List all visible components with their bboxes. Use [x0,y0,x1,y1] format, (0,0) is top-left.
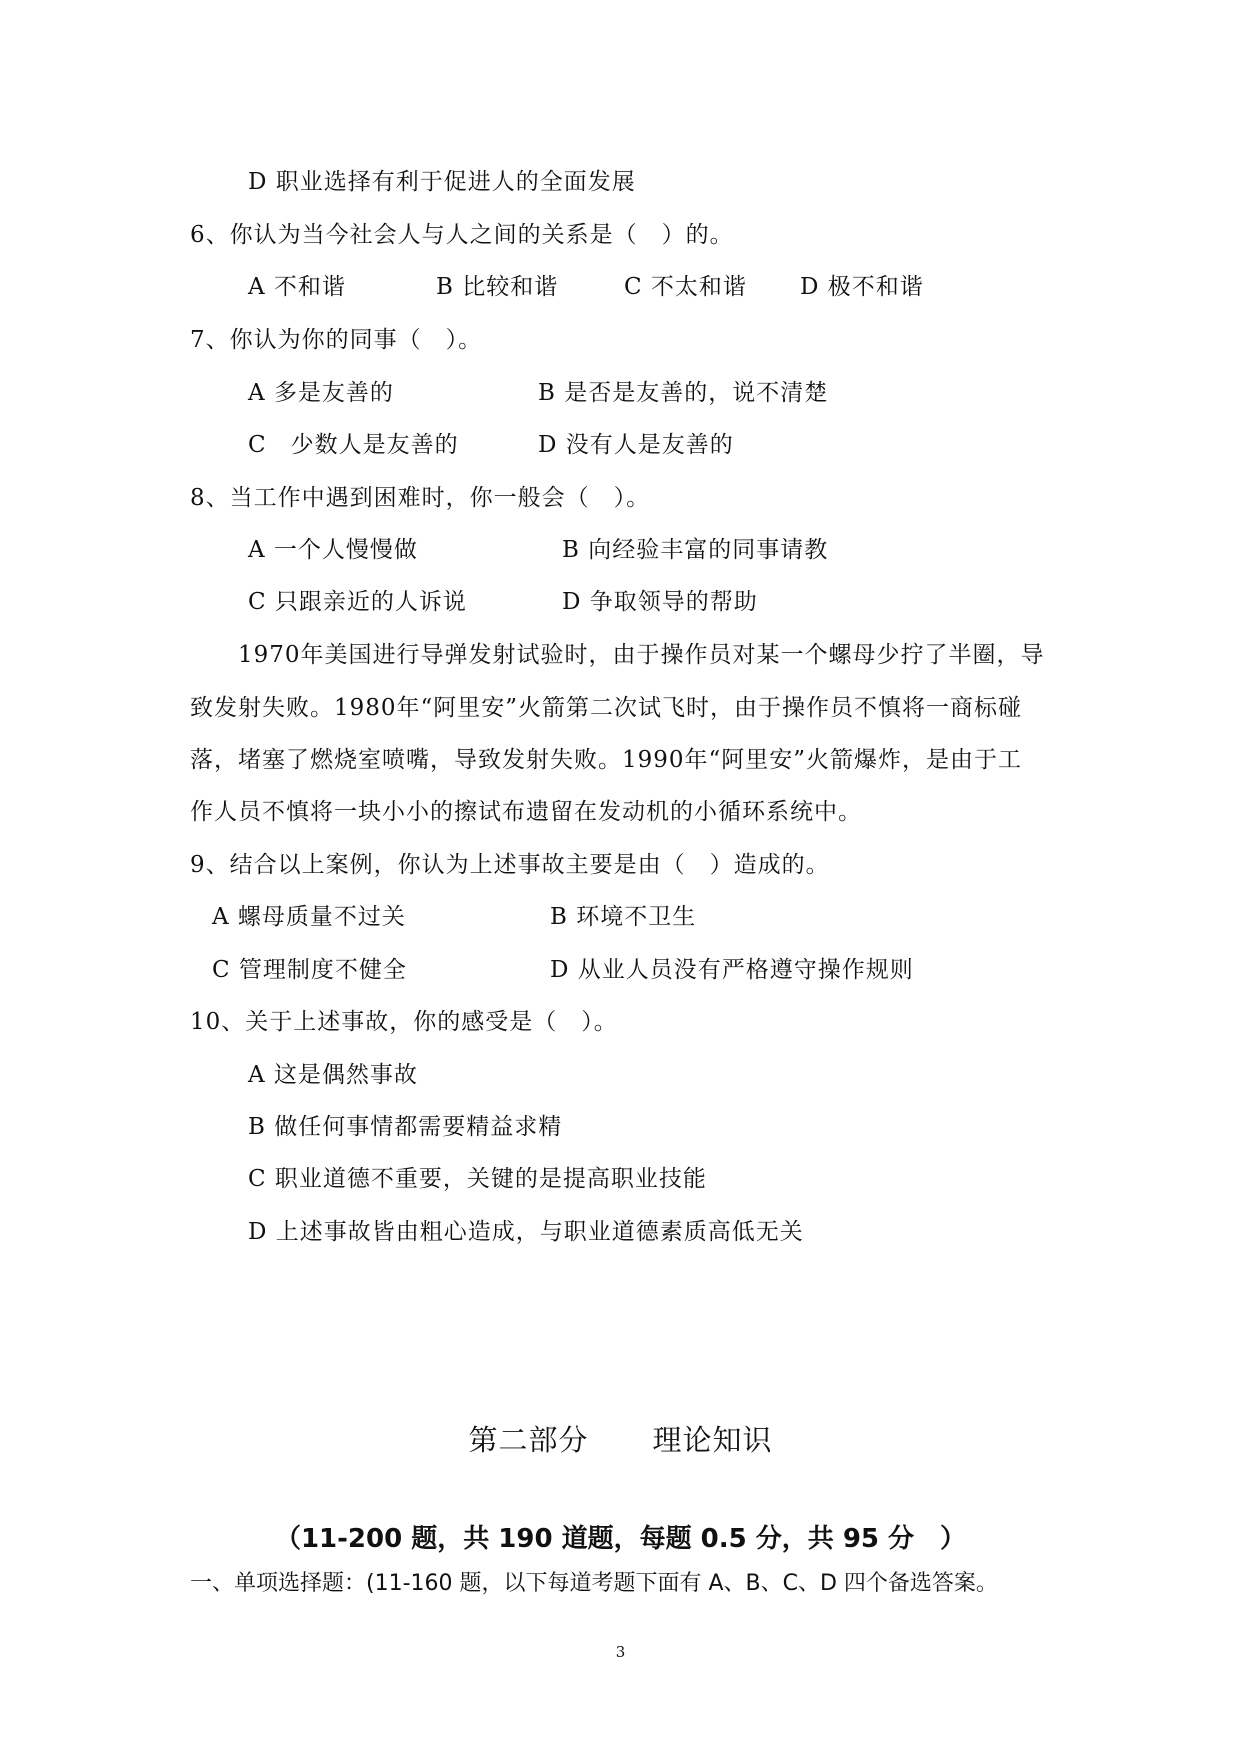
q6-option-d: D 极不和谐 [800,274,924,300]
q8-option-b: B 向经验丰富的同事请教 [562,537,829,563]
q8-option-a: A 一个人慢慢做 [248,537,418,563]
part-two-topic: 理论知识 [652,1423,773,1457]
case-line-1: 1970年美国进行导弹发射试验时，由于操作员对某一个螺母少拧了半圈，导 [238,642,1045,668]
q10-option-a: A 这是偶然事故 [248,1062,418,1088]
q10-option-d: D 上述事故皆由粗心造成，与职业道德素质高低无关 [248,1219,804,1245]
q7-stem: 7、你认为你的同事（ ）。 [190,327,483,353]
q9-option-b: B 环境不卫生 [550,904,697,930]
q5-option-d: D 职业选择有利于促进人的全面发展 [248,169,636,195]
part-two-subtitle: （11-200 题，共 190 道题，每题 0.5 分，共 95 分 ） [274,1524,967,1554]
q7-option-d: D 没有人是友善的 [538,432,734,458]
page-number: 3 [615,1643,626,1661]
case-line-2: 致发射失败。1980年“阿里安”火箭第二次试飞时，由于操作员不慎将一商标碰 [190,695,1023,721]
q6-option-a: A 不和谐 [248,274,346,300]
q6-option-b: B 比较和谐 [436,274,559,300]
q6-option-c: C 不太和谐 [624,274,747,300]
q9-option-d: D 从业人员没有严格遵守操作规则 [550,957,914,983]
q7-option-a: A 多是友善的 [248,380,394,406]
case-line-3: 落，堵塞了燃烧室喷嘴，导致发射失败。1990年“阿里安”火箭爆炸，是由于工 [190,747,1023,773]
q7-option-b: B 是否是友善的，说不清楚 [538,380,829,406]
q9-option-c: C 管理制度不健全 [212,957,407,983]
q8-option-d: D 争取领导的帮助 [562,589,758,615]
q10-stem: 10、关于上述事故，你的感受是（ ）。 [190,1009,618,1035]
case-line-4: 作人员不慎将一块小小的擦试布遗留在发动机的小循环系统中。 [190,799,862,825]
q7-option-c: C 少数人是友善的 [248,432,459,458]
q10-option-b: B 做任何事情都需要精益求精 [248,1114,563,1140]
q8-option-c: C 只跟亲近的人诉说 [248,589,467,615]
q6-stem: 6、你认为当今社会人与人之间的关系是（ ）的。 [190,222,734,248]
part-two-title [0,1418,1241,1459]
part-two-label: 第二部分 [468,1423,589,1457]
q9-option-a: A 螺母质量不过关 [212,904,406,930]
q9-stem: 9、结合以上案例，你认为上述事故主要是由（ ）造成的。 [190,852,830,878]
q10-option-c: C 职业道德不重要，关键的是提高职业技能 [248,1166,707,1192]
q8-stem: 8、当工作中遇到困难时，你一般会（ ）。 [190,485,651,511]
section-one-heading: 一、单项选择题：(11-160 题，以下每道考题下面有 A、B、C、D 四个备选答案。 [190,1571,998,1596]
